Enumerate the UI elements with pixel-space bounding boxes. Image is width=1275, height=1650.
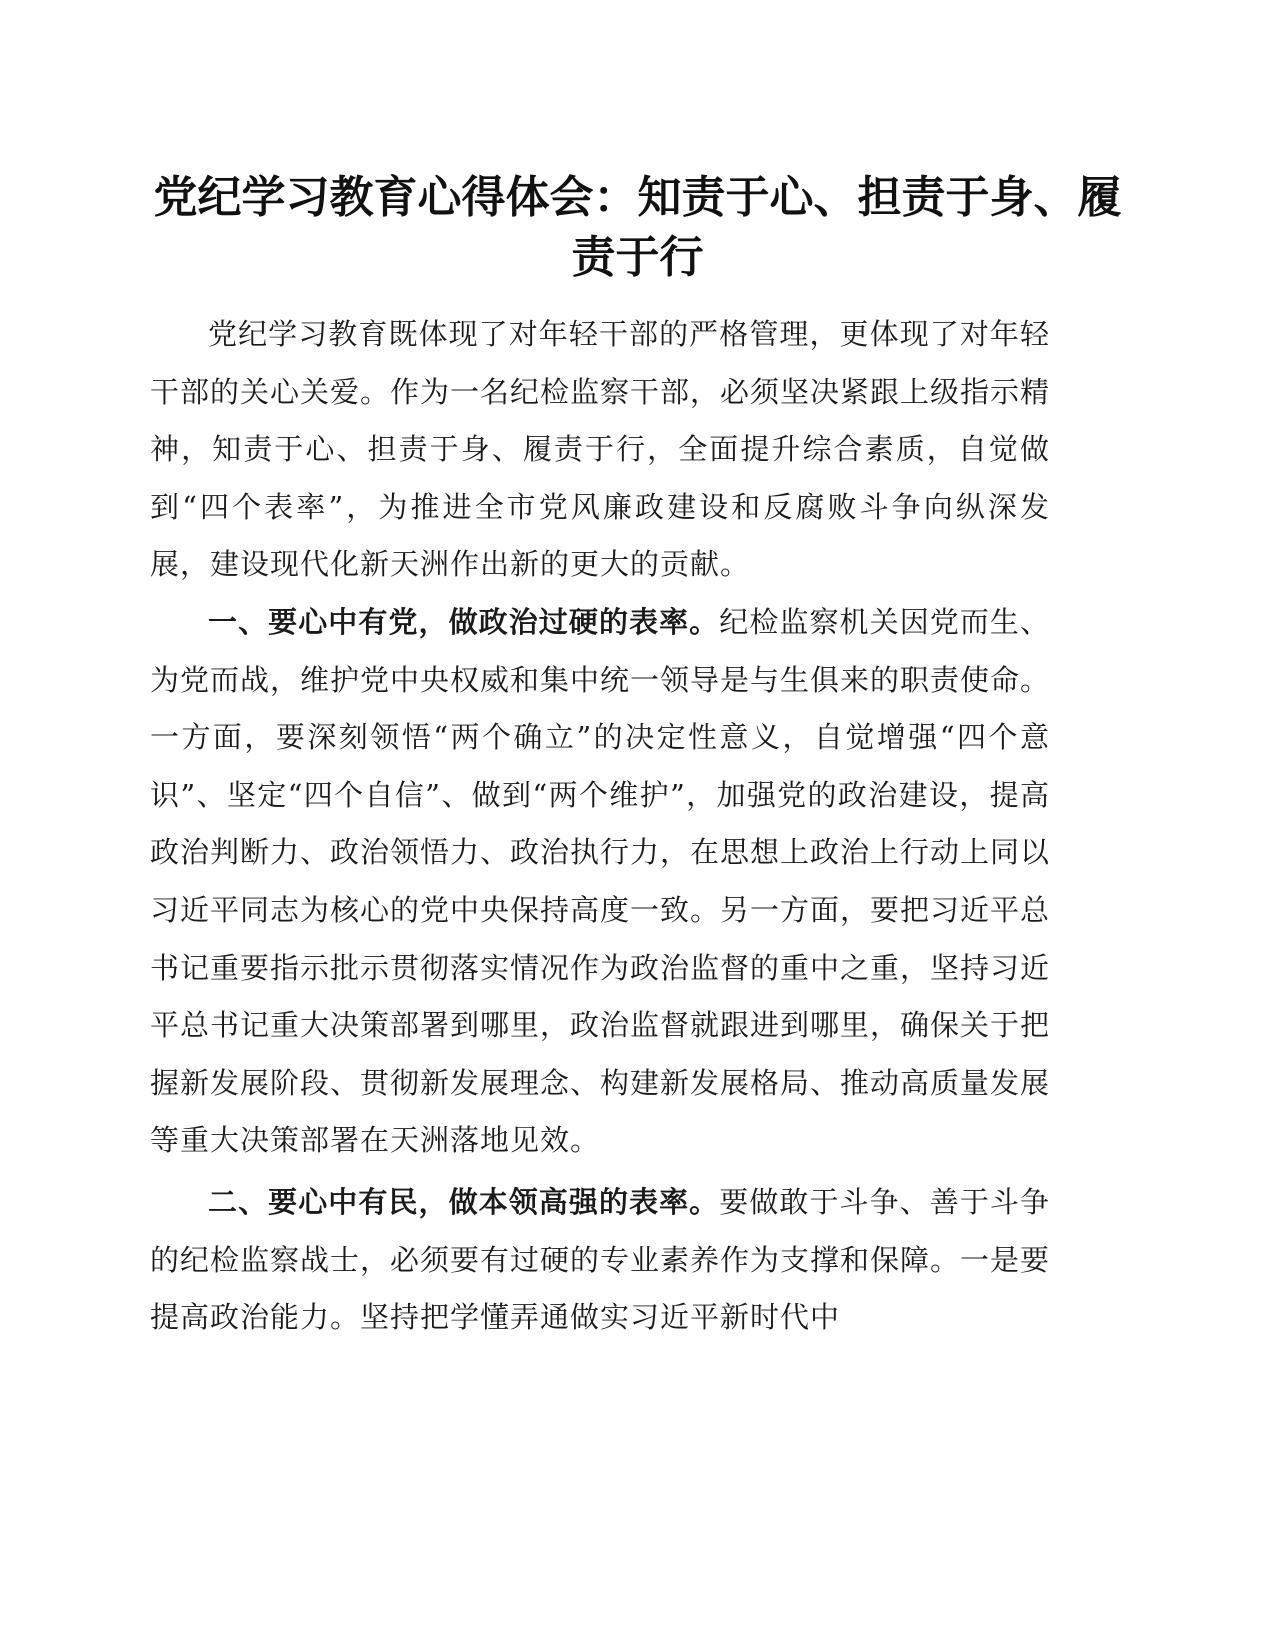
paragraph-section-2 bbox=[150, 1174, 1050, 1347]
section-2-text: 要做敢于斗争、善于斗争的纪检监察战士，必须要有过硬的专业素养作为支撑和保障。一是要提高政治能力。坚持把学懂弄通做实习近平新时代中 bbox=[150, 1184, 1051, 1335]
section-1-heading: 一、要心中有党，做政治过硬的表率。 bbox=[208, 604, 720, 639]
document-body bbox=[150, 306, 1050, 1347]
document-title: 党纪学习教育心得体会：知责于心、担责于身、履责于行 bbox=[153, 172, 1122, 283]
section-2-heading: 二、要心中有民，做本领高强的表率。 bbox=[208, 1184, 720, 1219]
paragraph-intro-text: 党纪学习教育既体现了对年轻干部的严格管理，更体现了对年轻干部的关心关爱。作为一名纪检监察干部，必须坚决紧跟上级指示精神，知责于心、担责于身、履责于行，全面提升综合素质，自觉做到“四个表率”，为推进全市党风廉政建设和反腐败斗争向纵深发展，建设现代化新天洲作出新的更大的贡献。 bbox=[150, 317, 1051, 582]
paragraph-section-1 bbox=[150, 594, 1050, 1170]
section-1-text: 纪检监察机关因党而生、为党而战，维护党中央权威和集中统一领导是与生俱来的职责使命。一方面，要深刻领悟“两个确立”的决定性意义，自觉增强“四个意识”、坚定“四个自信”、做到“两个维护”，加强党的政治建设，提高政治判断力、政治领悟力、政治执行力，在思想上政治上行动上同以习近平同志为核心的党中央保持高度一致。另一方面，要把习近平总书记重要指示批示贯彻落实情况作为政治监督的重中之重，坚持习近平总书记重大决策部署到哪里，政治监督就跟进到哪里，确保关于把握新发展阶段、贯彻新发展理念、构建新发展格局、推动高质量发展等重大决策部署在天洲落地见效。 bbox=[150, 604, 1051, 1158]
paragraph-intro bbox=[150, 306, 1050, 594]
